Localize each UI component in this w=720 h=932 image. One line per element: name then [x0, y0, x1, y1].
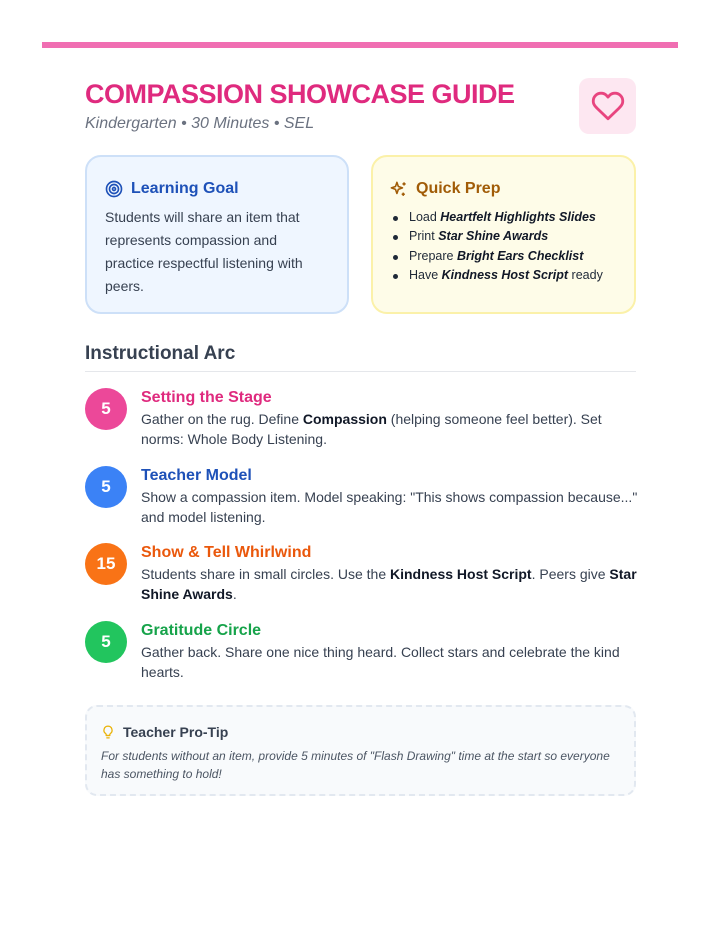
step-description: Gather on the rug. Define Compassion (helping someone feel better). Set norms: Whole Body Listening. — [141, 411, 602, 447]
learning-goal-text: Students will share an item that represents compassion and practice respectful listening with peers. — [105, 209, 303, 294]
section-title: Instructional Arc — [85, 343, 236, 364]
section-divider — [85, 371, 636, 372]
sparkles-icon — [389, 180, 408, 199]
step-description: Gather back. Share one nice thing heard. Collect stars and celebrate the kind hearts. — [141, 644, 620, 680]
step-minutes-badge: 5 — [85, 621, 127, 663]
step-title: Setting the Stage — [141, 389, 272, 406]
step-minutes-badge: 5 — [85, 466, 127, 508]
step-minutes-badge: 15 — [85, 543, 127, 585]
quick-prep-list — [389, 208, 616, 285]
prep-item: Prepare Bright Ears Checklist — [389, 247, 616, 266]
step-description: Students share in small circles. Use the Kindness Host Script. Peers give Star Shine Awards. — [141, 566, 637, 602]
step-title: Gratitude Circle — [141, 622, 262, 639]
step-minutes-badge: 5 — [85, 388, 127, 430]
step-title: Show & Tell Whirlwind — [141, 544, 312, 561]
prep-item: Have Kindness Host Script ready — [389, 266, 616, 285]
prep-item: Load Heartfelt Highlights Slides — [389, 208, 616, 227]
lightbulb-icon — [101, 724, 115, 740]
step-description: Show a compassion item. Model speaking: "This shows compassion because..." and model listening. — [141, 489, 638, 525]
heart-badge — [579, 78, 636, 134]
page-subtitle: Kindergarten • 30 Minutes • SEL — [85, 115, 315, 132]
quick-prep-card — [371, 155, 636, 314]
learning-goal-card — [85, 155, 349, 314]
heart-icon — [591, 89, 625, 123]
pro-tip-label: Teacher Pro-Tip — [123, 724, 229, 740]
page-title: COMPASSION SHOWCASE GUIDE — [85, 79, 515, 109]
pro-tip-box — [85, 705, 636, 796]
prep-item: Print Star Shine Awards — [389, 227, 616, 246]
top-accent-bar — [42, 42, 678, 48]
pro-tip-text: For students without an item, provide 5 minutes of "Flash Drawing" time at the start so everyone has something to hold! — [101, 749, 610, 781]
step-title: Teacher Model — [141, 467, 252, 484]
quick-prep-label: Quick Prep — [416, 180, 501, 197]
target-icon — [105, 180, 123, 198]
page-header — [85, 78, 636, 138]
learning-goal-label: Learning Goal — [131, 180, 239, 197]
